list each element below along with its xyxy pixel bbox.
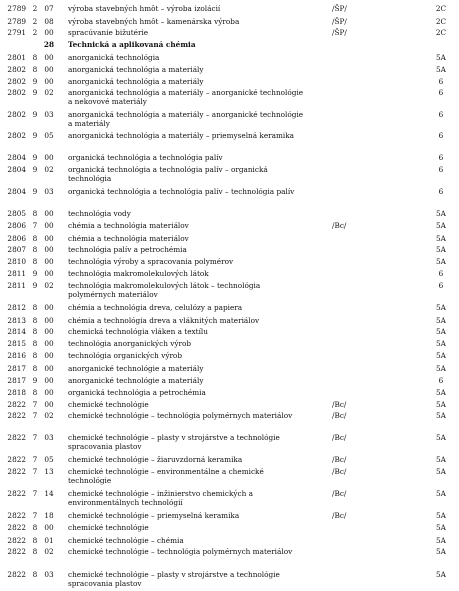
code-field: 2822	[7, 523, 26, 532]
sub-code: 00	[44, 303, 54, 312]
code-row	[0, 328, 459, 337]
education-level: 5A	[436, 455, 446, 464]
code-row	[0, 304, 459, 313]
degree-note: /Bc/	[332, 511, 347, 520]
education-level: 5A	[436, 303, 446, 312]
code-row	[0, 66, 459, 75]
field-description: anorganická technológia a materiály – anorganické technológie a nekovové materiály	[68, 88, 304, 106]
code-field: 2802	[7, 77, 26, 86]
field-description: anorganická technológia a materiály	[68, 77, 204, 86]
sub-code: 00	[44, 351, 54, 360]
code-row	[0, 281, 459, 299]
level-digit: 2	[32, 28, 38, 37]
education-level: 6	[438, 187, 444, 196]
code-row	[0, 537, 459, 546]
education-level: 6	[438, 110, 444, 119]
code-row	[0, 54, 459, 63]
field-description: chémia a technológia materiálov	[68, 221, 189, 230]
education-level: 2C	[435, 4, 447, 13]
education-level: 5A	[436, 536, 446, 545]
education-level: 2C	[435, 17, 447, 26]
code-row	[0, 270, 459, 279]
field-description: chémia a technológia materiálov	[68, 234, 189, 243]
code-field: 2817	[7, 364, 26, 373]
education-level: 5A	[436, 234, 446, 243]
education-level: 5A	[436, 327, 446, 336]
code-row	[0, 377, 459, 386]
sub-code: 00	[44, 327, 54, 336]
sub-code: 00	[44, 77, 54, 86]
code-row	[0, 29, 459, 38]
field-description: technológia anorganických výrob	[68, 339, 192, 348]
education-level: 5A	[436, 467, 446, 476]
education-level: 5A	[436, 400, 446, 409]
education-level: 6	[438, 376, 444, 385]
field-description: anorganická technológia a materiály – anorganické technológie a materiály	[68, 110, 304, 128]
level-digit: 8	[32, 327, 38, 336]
education-level: 6	[438, 153, 444, 162]
sub-code: 02	[44, 281, 54, 290]
code-field: 2822	[7, 570, 26, 579]
code-field: 2802	[7, 110, 26, 119]
code-field: 2804	[7, 153, 26, 162]
education-level: 6	[438, 281, 444, 290]
education-level: 5A	[436, 245, 446, 254]
code-row	[0, 548, 459, 557]
code-row	[0, 154, 459, 163]
level-digit: 2	[32, 4, 38, 13]
degree-note: /Bc/	[332, 433, 347, 442]
level-digit: 9	[32, 153, 38, 162]
sub-code: 00	[44, 316, 54, 325]
level-digit: 7	[32, 433, 38, 442]
sub-code: 00	[44, 523, 54, 532]
level-digit: 8	[32, 570, 38, 579]
education-level: 5A	[436, 339, 446, 348]
level-digit: 9	[32, 110, 38, 119]
field-description: chemické technológie	[68, 523, 149, 532]
education-level: 5A	[436, 53, 446, 62]
education-level: 5A	[436, 570, 446, 579]
sub-code: 00	[44, 209, 54, 218]
level-digit: 8	[32, 234, 38, 243]
code-field: 2822	[7, 433, 26, 442]
code-row	[0, 352, 459, 361]
field-description: technológia makromolekulových látok	[68, 269, 209, 278]
level-digit: 8	[32, 351, 38, 360]
sub-code: 00	[44, 376, 54, 385]
education-level: 5A	[436, 209, 446, 218]
code-row	[0, 412, 459, 421]
level-digit: 8	[32, 303, 38, 312]
code-row	[0, 524, 459, 533]
sub-code: 08	[44, 17, 54, 26]
education-level: 5A	[436, 257, 446, 266]
code-row	[0, 5, 459, 14]
code-field: 2806	[7, 234, 26, 243]
sub-code: 00	[44, 153, 54, 162]
sub-code: 00	[44, 400, 54, 409]
code-row	[0, 246, 459, 255]
level-digit: 7	[32, 467, 38, 476]
sub-code: 00	[44, 245, 54, 254]
level-digit: 8	[32, 536, 38, 545]
code-field: 2789	[7, 4, 26, 13]
code-field: 2801	[7, 53, 26, 62]
level-digit: 7	[32, 411, 38, 420]
level-digit: 9	[32, 281, 38, 290]
code-field: 2802	[7, 65, 26, 74]
field-description: chemické technológie – plasty v strojárstve a technológie spracovania plastov	[68, 570, 280, 588]
education-level: 5A	[436, 65, 446, 74]
code-field: 2818	[7, 388, 26, 397]
sub-code: 14	[44, 489, 54, 498]
field-description: spracúvanie bižutérie	[68, 28, 149, 37]
code-field: 2822	[7, 400, 26, 409]
level-digit: 7	[32, 400, 38, 409]
code-field: 2822	[7, 411, 26, 420]
code-field: 2802	[7, 88, 26, 97]
field-description: chémia a technológia dreva, celulózy a papiera	[68, 303, 243, 312]
field-description: chemické technológie – technológia polymérnych materiálov	[68, 411, 293, 420]
level-digit: 8	[32, 523, 38, 532]
code-field: 2789	[7, 17, 26, 26]
field-description: organická technológia a technológia palív – technológia palív	[68, 187, 295, 196]
level-digit: 7	[32, 455, 38, 464]
education-level: 5A	[436, 511, 446, 520]
field-description: anorganické technológie a materiály	[68, 364, 204, 373]
degree-note: /Bc/	[332, 221, 347, 230]
code-field: 2810	[7, 257, 26, 266]
education-level: 5A	[436, 547, 446, 556]
field-description: technológia vody	[68, 209, 131, 218]
code-row	[0, 340, 459, 349]
level-digit: 8	[32, 209, 38, 218]
section-heading-row	[0, 41, 459, 50]
sub-code: 00	[44, 388, 54, 397]
code-field: 2811	[7, 269, 26, 278]
sub-code: 00	[44, 65, 54, 74]
sub-code: 00	[44, 53, 54, 62]
education-level: 5A	[436, 221, 446, 230]
code-row	[0, 188, 459, 197]
level-digit: 9	[32, 376, 38, 385]
code-field: 2811	[7, 281, 26, 290]
code-row	[0, 88, 459, 106]
degree-note: /ŠP/	[332, 28, 347, 37]
degree-note: /Bc/	[332, 411, 347, 420]
sub-code: 00	[44, 234, 54, 243]
sub-code: 03	[44, 570, 54, 579]
field-description: chemické technológie – environmentálne a chemické technológie	[68, 467, 264, 485]
degree-note: /Bc/	[332, 489, 347, 498]
field-description: anorganická technológia	[68, 53, 160, 62]
sub-code: 00	[44, 269, 54, 278]
code-field: 2814	[7, 327, 26, 336]
code-row	[0, 110, 459, 128]
level-digit: 2	[32, 17, 38, 26]
code-row	[0, 365, 459, 374]
code-field: 2817	[7, 376, 26, 385]
level-digit: 9	[32, 269, 38, 278]
field-description: chemické technológie – inžinierstvo chemických a environmentálnych technológií	[68, 489, 253, 507]
code-field: 2822	[7, 547, 26, 556]
degree-note: /Bc/	[332, 400, 347, 409]
education-level: 5A	[436, 523, 446, 532]
code-row	[0, 78, 459, 87]
level-digit: 9	[32, 165, 38, 174]
education-level: 5A	[436, 411, 446, 420]
education-level: 5A	[436, 364, 446, 373]
field-description: výroba stavebných hmôt – výroba izolácií	[68, 4, 221, 13]
code-row	[0, 132, 459, 141]
level-digit: 7	[32, 221, 38, 230]
code-field: 2804	[7, 165, 26, 174]
code-row	[0, 317, 459, 326]
sub-code: 00	[44, 339, 54, 348]
code-field: 2805	[7, 209, 26, 218]
level-digit: 8	[32, 316, 38, 325]
code-row	[0, 456, 459, 465]
education-level: 6	[438, 165, 444, 174]
level-digit: 8	[32, 65, 38, 74]
sub-code: 05	[44, 455, 54, 464]
field-description: výroba stavebných hmôt – kamenárska výroba	[68, 17, 240, 26]
level-digit: 9	[32, 187, 38, 196]
degree-note: /Bc/	[332, 467, 347, 476]
degree-note: /ŠP/	[332, 17, 347, 26]
field-description: technológia palív a petrochémia	[68, 245, 187, 254]
sub-code: 07	[44, 4, 54, 13]
code-row	[0, 489, 459, 507]
code-row	[0, 570, 459, 588]
field-description: technológia výroby a spracovania polymérov	[68, 257, 234, 266]
education-level: 5A	[436, 388, 446, 397]
field-description: chemické technológie – žiaruvzdorná keramika	[68, 455, 243, 464]
field-description: anorganická technológia a materiály	[68, 65, 204, 74]
code-row	[0, 210, 459, 219]
field-description: chémia a technológia dreva a vláknitých materiálov	[68, 316, 260, 325]
field-description: anorganická technológia a materiály – priemyselná keramika	[68, 131, 295, 140]
sub-code: 02	[44, 547, 54, 556]
code-row	[0, 401, 459, 410]
level-digit: 7	[32, 511, 38, 520]
field-description: technológia organických výrob	[68, 351, 182, 360]
field-description: chemické technológie – plasty v strojárstve a technológie spracovania plastov	[68, 433, 280, 451]
field-description: organická technológia a technológia palív – organická technológia	[68, 165, 268, 183]
code-field: 2812	[7, 303, 26, 312]
education-level: 5A	[436, 489, 446, 498]
field-description: chemická technológia vláken a textílu	[68, 327, 208, 336]
code-field: 2822	[7, 489, 26, 498]
field-description: chemické technológie – priemyselná keramika	[68, 511, 240, 520]
level-digit: 8	[32, 388, 38, 397]
code-row	[0, 235, 459, 244]
level-digit: 8	[32, 245, 38, 254]
code-field: 2804	[7, 187, 26, 196]
code-field: 2822	[7, 536, 26, 545]
code-field: 2822	[7, 467, 26, 476]
level-digit: 8	[32, 547, 38, 556]
level-digit: 8	[32, 53, 38, 62]
code-field: 2806	[7, 221, 26, 230]
education-level: 5A	[436, 351, 446, 360]
field-description: chemické technológie	[68, 400, 149, 409]
code-row	[0, 433, 459, 451]
code-field: 2802	[7, 131, 26, 140]
sub-code: 03	[44, 187, 54, 196]
field-description: anorganické technológie a materiály	[68, 376, 204, 385]
sub-code: 02	[44, 88, 54, 97]
field-description: chemické technológie – technológia polymérnych materiálov	[68, 547, 293, 556]
code-field: 2813	[7, 316, 26, 325]
education-level: 5A	[436, 316, 446, 325]
sub-code: 13	[44, 467, 54, 476]
sub-code: 00	[44, 221, 54, 230]
code-field: 2816	[7, 351, 26, 360]
level-digit: 7	[32, 489, 38, 498]
degree-note: /ŠP/	[332, 4, 347, 13]
code-row	[0, 258, 459, 267]
sub-code: 00	[44, 28, 54, 37]
level-digit: 8	[32, 257, 38, 266]
degree-note: /Bc/	[332, 455, 347, 464]
sub-code: 02	[44, 165, 54, 174]
sub-code: 05	[44, 131, 54, 140]
field-description: technológia makromolekulových látok – technológia polymérnych materiálov	[68, 281, 261, 299]
education-level: 6	[438, 88, 444, 97]
sub-code: 00	[44, 257, 54, 266]
sub-code: 18	[44, 511, 54, 520]
level-digit: 8	[32, 339, 38, 348]
sub-code: 01	[44, 536, 54, 545]
code-row	[0, 18, 459, 27]
level-digit: 9	[32, 88, 38, 97]
sub-code: 02	[44, 411, 54, 420]
sub-code: 28	[43, 40, 55, 49]
field-description: organická technológia a technológia palív	[68, 153, 223, 162]
level-digit: 9	[32, 77, 38, 86]
education-level: 6	[438, 131, 444, 140]
field-description: organická technológia a petrochémia	[68, 388, 206, 397]
code-field: 2791	[7, 28, 26, 37]
education-level: 5A	[436, 433, 446, 442]
code-row	[0, 389, 459, 398]
sub-code: 03	[44, 433, 54, 442]
education-level: 6	[438, 269, 444, 278]
code-row	[0, 165, 459, 183]
level-digit: 8	[32, 364, 38, 373]
sub-code: 00	[44, 364, 54, 373]
code-field: 2807	[7, 245, 26, 254]
code-field: 2815	[7, 339, 26, 348]
level-digit: 9	[32, 131, 38, 140]
section-title: Technická a aplikovaná chémia	[68, 40, 196, 49]
code-row	[0, 222, 459, 231]
field-description: chemické technológie – chémia	[68, 536, 184, 545]
code-row	[0, 512, 459, 521]
code-field: 2822	[7, 455, 26, 464]
education-level: 2C	[435, 28, 447, 37]
sub-code: 03	[44, 110, 54, 119]
education-level: 6	[438, 77, 444, 86]
code-field: 2822	[7, 511, 26, 520]
code-row	[0, 467, 459, 485]
